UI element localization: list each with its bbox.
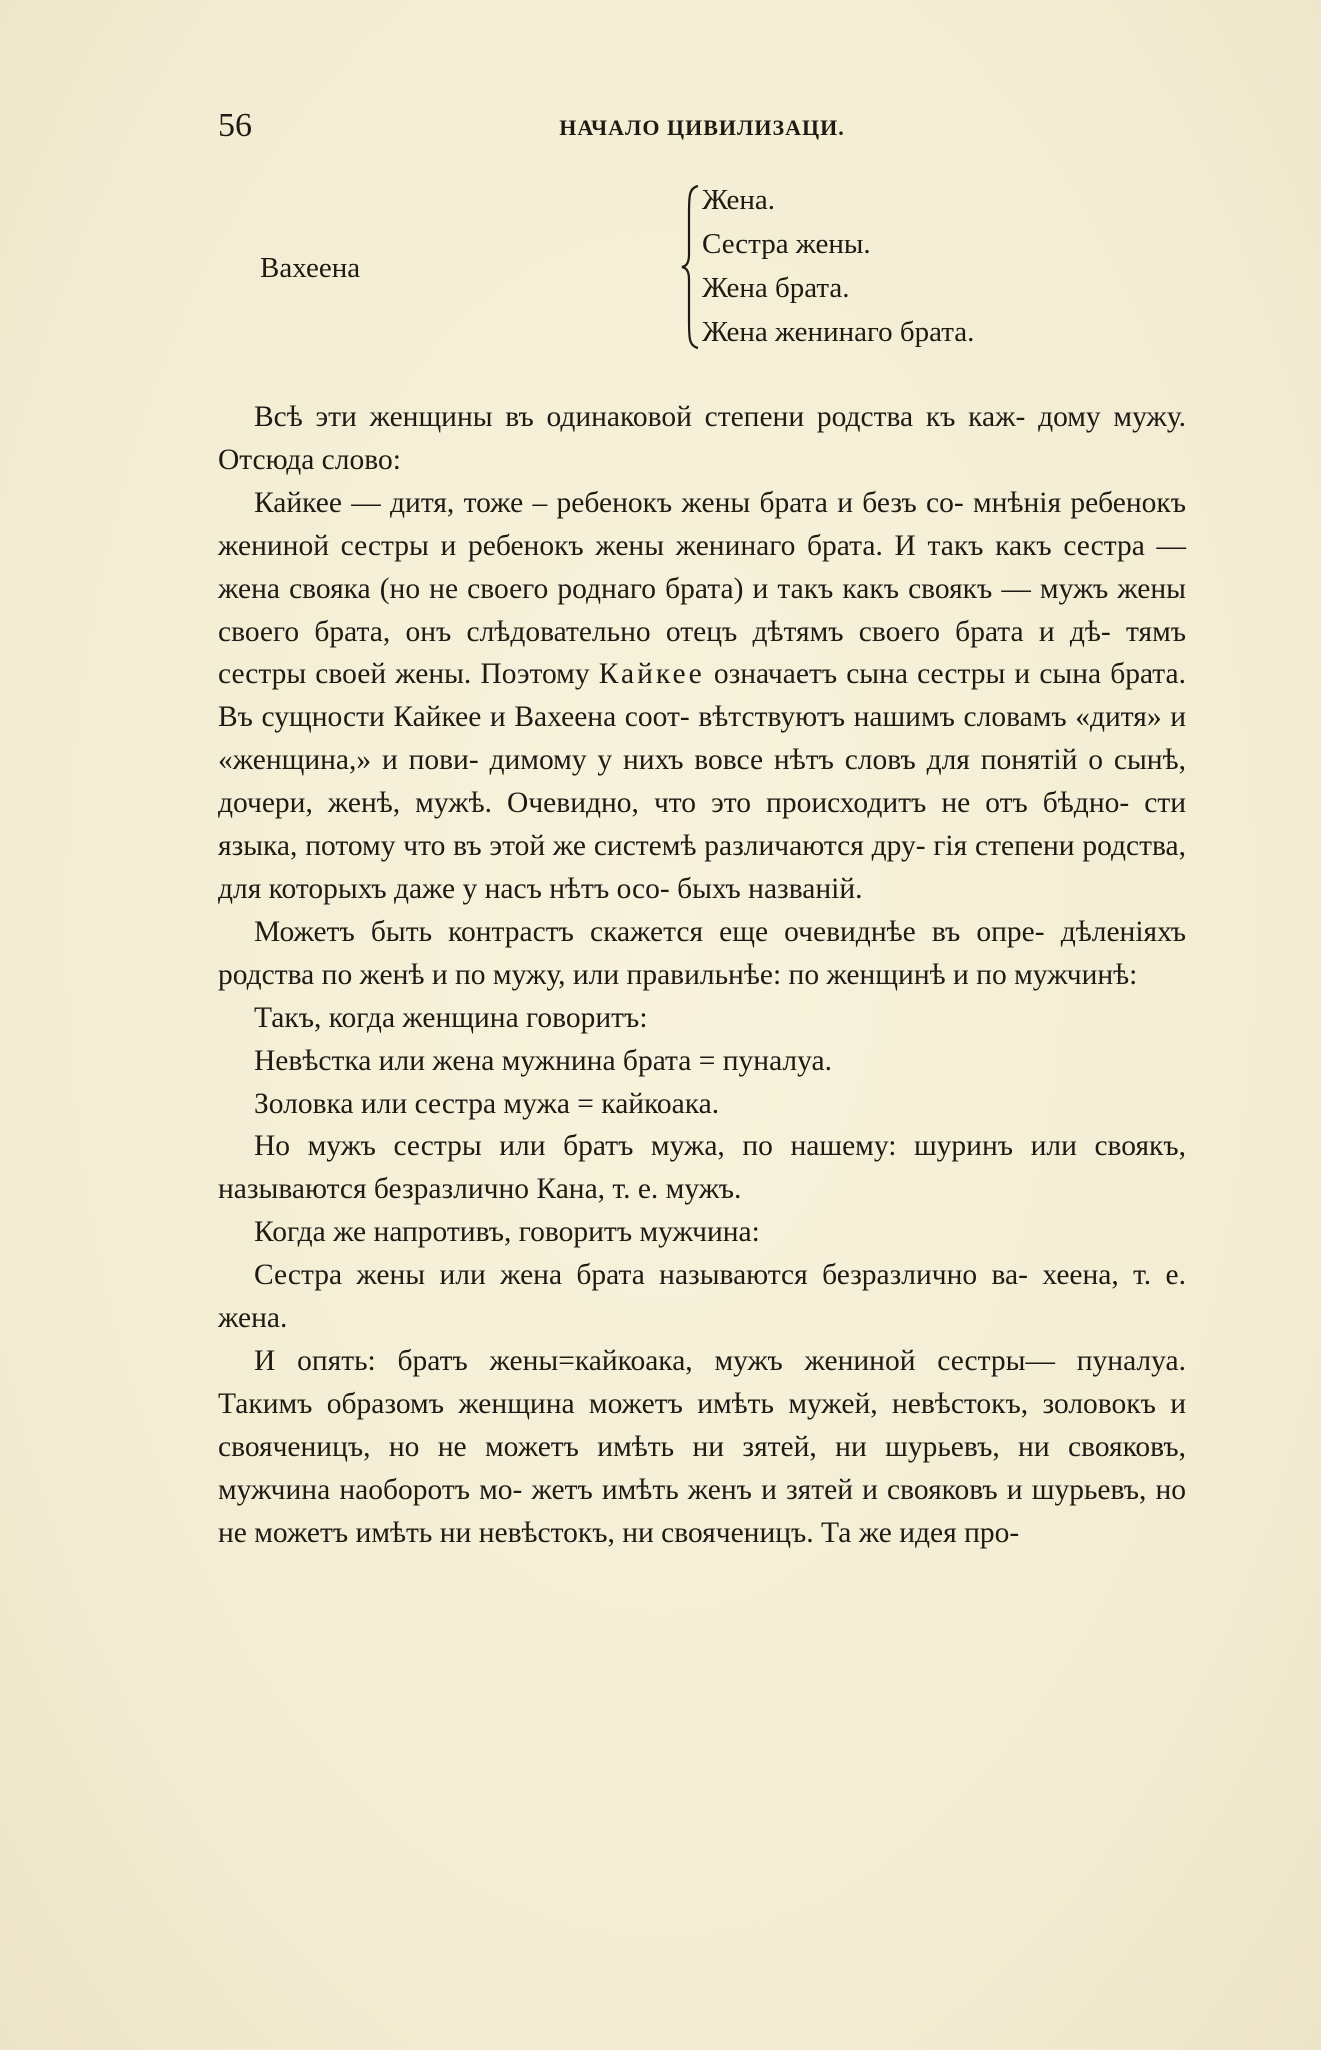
- paragraph: Золовка или сестра мужа = кайкоака.: [254, 1087, 720, 1120]
- paragraph: Всѣ эти женщины въ одинаковой степени родства къ каж- дому мужу. Отсюда слово:: [218, 401, 1186, 476]
- paragraph-text: означаетъ сына сестры и сына брата. Въ сущности Кайкее и Вахеена соот- вѣтствуютъ нашимъ словамъ «дитя» и «женщина,» и пови- димому у нихъ вовсе нѣтъ словъ для понятій о сынѣ, дочери, женѣ, мужѣ. Очевидно, что это происходитъ не отъ бѣдно- сти языка, потому что въ этой же системѣ различаются дру- гія степени родства, для которыхъ даже у насъ нѣтъ осо- быхъ названій.: [218, 658, 1187, 905]
- paragraph-text: Кайкее — дитя, тоже – ребенокъ жены брата и безъ со- мнѣнія ребенокъ жениной сестры и ребенокъ жены женинаго брата. И такъ какъ сестра — жена свояка (но не своего роднаго брата) и такъ какъ своякъ — мужъ жены своего брата, онъ слѣдовательно отецъ дѣтямъ своего брата и дѣ- тямъ сестры своей жены. Поэтому: [218, 486, 1186, 691]
- kin-list-item: Жена.: [702, 184, 776, 216]
- kin-term: Вахеена: [260, 252, 361, 284]
- paragraph: Но мужъ сестры или братъ мужа, по нашему: шуринъ или своякъ, называются безразлично Кана, т. е. мужъ.: [218, 1130, 1186, 1206]
- kin-list-item: Сестра жены.: [702, 228, 871, 260]
- spaced-term: Кайкее: [598, 658, 705, 691]
- paragraph: Такъ, когда женщина говоритъ:: [254, 1001, 648, 1034]
- paragraph: Можетъ быть контрастъ скажется еще очевиднѣе въ опре- дѣленіяхъ родства по женѣ и по мужу, или правильнѣе: по женщинѣ и по мужчинѣ:: [218, 915, 1186, 991]
- paragraph: Когда же напротивъ, говоритъ мужчина:: [254, 1216, 760, 1249]
- running-head: [218, 104, 1186, 148]
- kin-list-item: Жена женинаго брата.: [702, 316, 975, 348]
- page-number: 56: [218, 107, 252, 144]
- paragraph: И опять: братъ жены=кайкоака, мужъ жениной сестры— пуналуа. Такимъ образомъ женщина можетъ имѣть мужей, невѣстокъ, золовокъ и свояченицъ, но не можетъ имѣть ни зятей, ни шурьевъ, ни свояковъ, мужчина наоборотъ мо- жетъ имѣть женъ и зятей и свояковъ и шурьевъ, но не можетъ имѣть ни невѣстокъ, ни свояченицъ. Та же идея про-: [218, 1344, 1186, 1549]
- kin-list-item: Жена брата.: [702, 272, 850, 304]
- paragraph: Сестра жены или жена брата называются безразлично ва- хеена, т. е. жена.: [218, 1259, 1186, 1335]
- body-text: [218, 396, 1186, 1554]
- kinship-table: [260, 178, 1140, 356]
- curly-brace-icon: [680, 184, 700, 350]
- header-title: НАЧАЛО ЦИВИЛИЗАЦИ.: [559, 115, 845, 140]
- paragraph: Невѣстка или жена мужнина брата = пуналуа.: [254, 1044, 832, 1077]
- kin-list: [702, 178, 974, 354]
- paragraph: [218, 482, 1186, 911]
